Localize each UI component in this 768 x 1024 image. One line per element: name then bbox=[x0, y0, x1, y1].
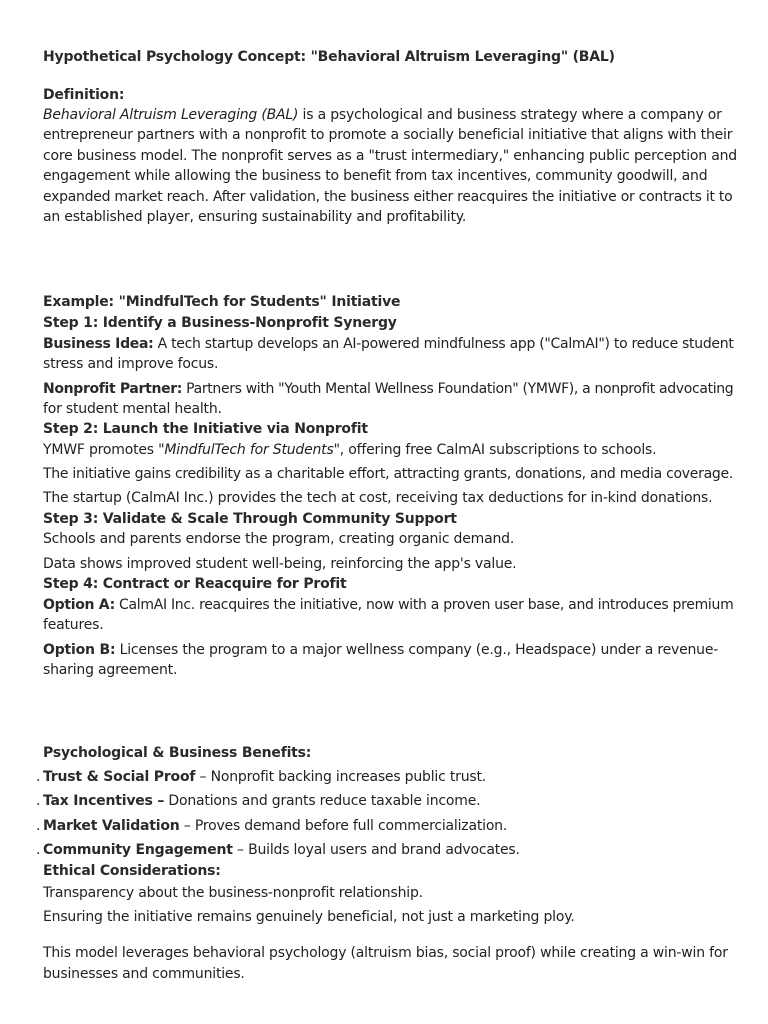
benefit-item bbox=[43, 840, 520, 860]
definition-line-2: entrepreneur partners with a nonprofit to promote a socially beneficial initiative that aligns with their bbox=[43, 127, 733, 143]
example-heading: Example: "MindfulTech for Students" Initiative bbox=[43, 294, 401, 310]
closing-line-2: businesses and communities. bbox=[43, 966, 245, 982]
step1-title: Identify a Business-Nonprofit Synergy bbox=[102, 315, 397, 331]
ethics-line-2: Ensuring the initiative remains genuinely beneficial, not just a marketing ploy. bbox=[43, 909, 575, 925]
definition-line-1 bbox=[43, 105, 722, 125]
initiative-name: MindfulTech for Students bbox=[164, 442, 334, 458]
benefit-item bbox=[43, 816, 507, 836]
nonprofit-partner-label: Nonprofit Partner: bbox=[43, 381, 183, 397]
step2-heading: Step 2: Launch the Initiative via Nonprofit bbox=[43, 421, 368, 437]
benefit-label: Tax Incentives – bbox=[43, 793, 165, 809]
benefit-text: – Proves demand before full commercialization. bbox=[179, 818, 508, 834]
business-idea-line-2: stress and improve focus. bbox=[43, 356, 219, 372]
option-a-label: Option A: bbox=[43, 597, 115, 613]
closing-line-1: This model leverages behavioral psychology (altruism bias, social proof) while creating a win-win for bbox=[43, 945, 728, 961]
nonprofit-partner-line-2: for student mental health. bbox=[43, 401, 222, 417]
definition-line-4: engagement while allowing the business to benefit from tax incentives, community goodwill, and bbox=[43, 168, 708, 184]
step2-line-1-post: ", offering free CalmAI subscriptions to schools. bbox=[333, 442, 657, 458]
step4-heading: Step 4: Contract or Reacquire for Profit bbox=[43, 576, 347, 592]
step3-heading: Step 3: Validate & Scale Through Community Support bbox=[43, 511, 457, 527]
ethics-heading: Ethical Considerations: bbox=[43, 863, 221, 879]
step2-line-1 bbox=[43, 440, 656, 460]
benefit-text: Donations and grants reduce taxable income. bbox=[164, 793, 481, 809]
benefit-text: – Builds loyal users and brand advocates. bbox=[232, 842, 520, 858]
definition-heading: Definition: bbox=[43, 87, 125, 103]
ethics-line-1: Transparency about the business-nonprofit relationship. bbox=[43, 885, 423, 901]
definition-line-3: core business model. The nonprofit serves as a "trust intermediary," enhancing public perception and bbox=[43, 148, 737, 164]
option-b-text: Licenses the program to a major wellness company (e.g., Headspace) under a revenue- bbox=[115, 642, 719, 658]
business-idea-line-1 bbox=[43, 334, 734, 354]
benefit-label: Community Engagement bbox=[43, 842, 233, 858]
benefit-label: Trust & Social Proof bbox=[43, 769, 196, 785]
step1-prefix: Step 1: bbox=[43, 315, 103, 331]
nonprofit-partner-text: Partners with "Youth Mental Wellness Foundation" (YMWF), a nonprofit advocating bbox=[182, 381, 734, 397]
option-b-line-1 bbox=[43, 640, 718, 660]
bullet-dot: . bbox=[36, 842, 41, 858]
option-a-text: CalmAI Inc. reacquires the initiative, now with a proven user base, and introduces premium bbox=[114, 597, 734, 613]
bullet-dot: . bbox=[36, 793, 41, 809]
step1-heading bbox=[43, 313, 397, 333]
definition-term: Behavioral Altruism Leveraging (BAL) bbox=[43, 107, 299, 123]
benefit-label: Market Validation bbox=[43, 818, 180, 834]
bullet-dot: . bbox=[36, 818, 41, 834]
benefit-text: – Nonprofit backing increases public trust. bbox=[195, 769, 486, 785]
option-b-line-2: sharing agreement. bbox=[43, 662, 178, 678]
option-b-label: Option B: bbox=[43, 642, 116, 658]
benefit-item bbox=[43, 791, 480, 811]
business-idea-label: Business Idea: bbox=[43, 336, 154, 352]
step3-line-2: Data shows improved student well-being, reinforcing the app's value. bbox=[43, 556, 517, 572]
definition-line-1-rest: is a psychological and business strategy where a company or bbox=[298, 107, 722, 123]
definition-line-5: expanded market reach. After validation, the business either reacquires the initiative or contracts it to bbox=[43, 189, 733, 205]
step2-line-2: The initiative gains credibility as a charitable effort, attracting grants, donations, and media coverage. bbox=[43, 466, 734, 482]
step2-line-1-pre: YMWF promotes " bbox=[43, 442, 165, 458]
business-idea-text: A tech startup develops an AI-powered mindfulness app ("CalmAI") to reduce student bbox=[153, 336, 734, 352]
step2-line-3: The startup (CalmAI Inc.) provides the tech at cost, receiving tax deductions for in-kind donations. bbox=[43, 490, 713, 506]
option-a-line-2: features. bbox=[43, 617, 104, 633]
option-a-line-1 bbox=[43, 595, 733, 615]
nonprofit-partner-line-1 bbox=[43, 379, 733, 399]
benefits-heading: Psychological & Business Benefits: bbox=[43, 745, 312, 761]
definition-line-6: an established player, ensuring sustainability and profitability. bbox=[43, 209, 467, 225]
doc-title: Hypothetical Psychology Concept: "Behavioral Altruism Leveraging" (BAL) bbox=[43, 49, 615, 65]
step3-line-1: Schools and parents endorse the program, creating organic demand. bbox=[43, 531, 515, 547]
bullet-dot: . bbox=[36, 769, 41, 785]
benefit-item bbox=[43, 767, 486, 787]
